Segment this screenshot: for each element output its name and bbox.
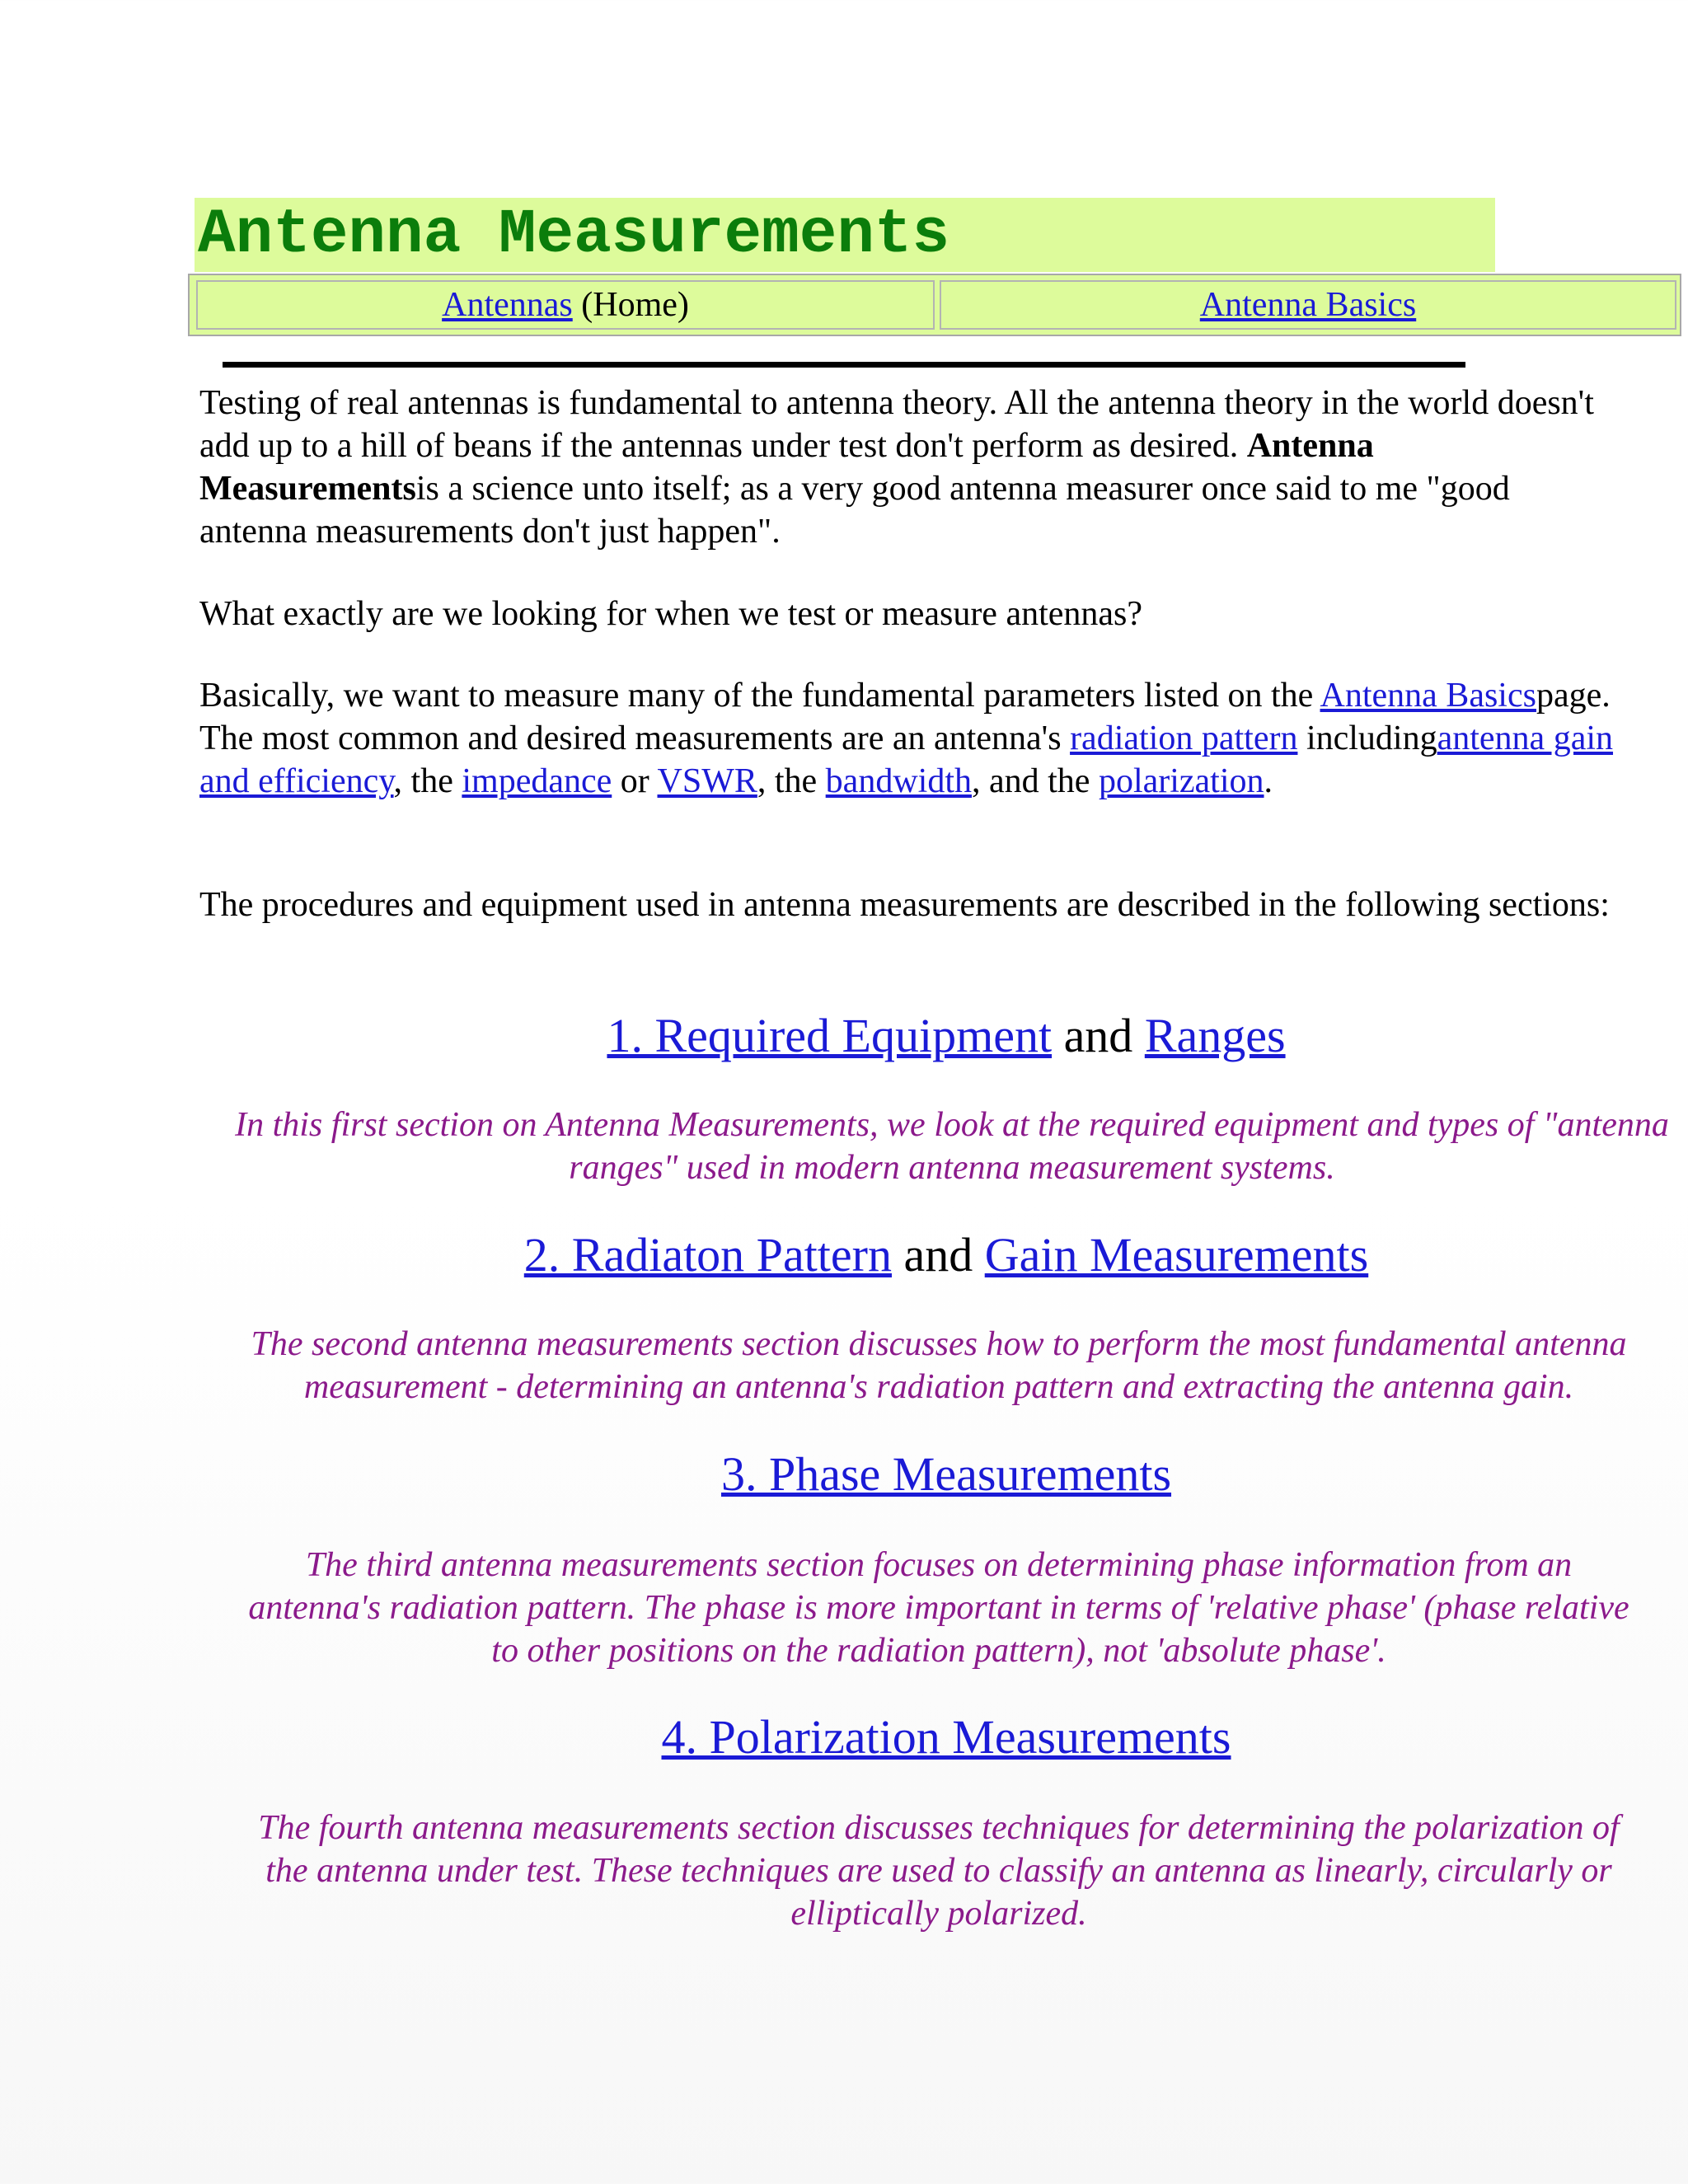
section-heading-2 bbox=[199, 1226, 1688, 1284]
sections-intro-paragraph: The procedures and equipment used in antenna measurements are described in the following sections: bbox=[199, 886, 1610, 924]
section-description-3-line1: The third antenna measurements section focuses on determining phase information from an bbox=[305, 1546, 1573, 1584]
parameters-text: including bbox=[1297, 719, 1437, 757]
section-joiner: and bbox=[891, 1228, 985, 1282]
section-description-4-line2: the antenna under test. These techniques are used to classify an antenna as linearly, circularly or bbox=[265, 1852, 1612, 1890]
nav-table bbox=[188, 274, 1681, 336]
parameters-text: Basically, we want to measure many of the fundamental parameters listed on the bbox=[199, 677, 1320, 715]
section-heading-1 bbox=[199, 1007, 1688, 1065]
parameters-text: page. The most common and desired measurements are an antenna's bbox=[199, 677, 1611, 757]
link-radiation-pattern[interactable]: radiation pattern bbox=[1070, 719, 1298, 757]
section-description-4-line1: The fourth antenna measurements section discusses techniques for determining the polarization of bbox=[258, 1809, 1620, 1847]
nav-cell-home bbox=[196, 280, 935, 330]
link-impedance[interactable]: impedance bbox=[462, 762, 612, 800]
parameters-text: . bbox=[1264, 762, 1273, 800]
section-heading-4 bbox=[199, 1708, 1688, 1766]
nav-link-antenna-basics[interactable]: Antenna Basics bbox=[1199, 286, 1417, 324]
nav-link-antennas-home[interactable]: Antennas bbox=[442, 286, 573, 324]
parameters-text: , the bbox=[393, 762, 462, 800]
section-joiner: and bbox=[1052, 1009, 1145, 1062]
link-antenna-basics-inline[interactable]: Antenna Basics bbox=[1320, 677, 1536, 715]
nav-cell-basics bbox=[940, 280, 1676, 330]
parameters-text: , the bbox=[757, 762, 826, 800]
section-description-2-line1: The second antenna measurements section discusses how to perform the most fundamental antenna bbox=[251, 1325, 1627, 1363]
section-description-3-line3: to other positions on the radiation pattern), not 'absolute phase'. bbox=[491, 1632, 1386, 1670]
nav-home-suffix: (Home) bbox=[572, 286, 689, 324]
section-description-1: In this first section on Antenna Measurements, we look at the required equipment and types of "antenna ranges" used in modern antenna measurement systems. bbox=[235, 1106, 1669, 1187]
link-polarization[interactable]: polarization bbox=[1098, 762, 1264, 800]
link-gain-measurements[interactable]: Gain Measurements bbox=[984, 1228, 1369, 1282]
section-heading-3 bbox=[199, 1446, 1688, 1503]
link-vswr[interactable]: VSWR bbox=[657, 762, 757, 800]
title-banner bbox=[195, 198, 1495, 272]
intro-bold-term: Antenna Measurements bbox=[199, 427, 1374, 508]
section-description-3 bbox=[190, 1544, 1688, 1672]
parameters-paragraph bbox=[199, 674, 1617, 803]
question-paragraph: What exactly are we looking for when we test or measure antennas? bbox=[199, 595, 1143, 633]
section-description-2-line2: measurement - determining an antenna's radiation pattern and extracting the antenna gain. bbox=[303, 1368, 1574, 1406]
link-bandwidth[interactable]: bandwidth bbox=[825, 762, 972, 800]
page-title: Antenna Measurements bbox=[198, 199, 950, 270]
link-phase-measurements[interactable]: 3. Phase Measurements bbox=[720, 1447, 1172, 1501]
horizontal-divider bbox=[223, 362, 1465, 368]
link-radiation-pattern-section[interactable]: 2. Radiaton Pattern bbox=[523, 1228, 892, 1282]
intro-text: Testing of real antennas is fundamental to antenna theory. All the antenna theory in the world doesn't add up to a hill of beans if the antennas under test don't perform as desired. bbox=[199, 384, 1594, 465]
intro-text-tail: is a science unto itself; as a very good antenna measurer once said to me "good antenna measurements don't just happen". bbox=[199, 470, 1510, 551]
section-description-2 bbox=[190, 1323, 1688, 1408]
parameters-text: , and the bbox=[971, 762, 1099, 800]
intro-paragraph bbox=[199, 382, 1617, 553]
link-required-equipment[interactable]: 1. Required Equipment bbox=[607, 1009, 1053, 1062]
link-ranges[interactable]: Ranges bbox=[1144, 1009, 1286, 1062]
section-description-3-line2: antenna's radiation pattern. The phase is more important in terms of 'relative phase' (phase relative bbox=[248, 1589, 1629, 1627]
section-description-4-line3: elliptically polarized. bbox=[790, 1895, 1087, 1933]
link-polarization-measurements[interactable]: 4. Polarization Measurements bbox=[661, 1710, 1231, 1764]
parameters-text: or bbox=[612, 762, 658, 800]
section-description-4 bbox=[190, 1807, 1688, 1935]
link-antenna-gain-efficiency[interactable]: antenna gain and efficiency bbox=[199, 719, 1614, 800]
